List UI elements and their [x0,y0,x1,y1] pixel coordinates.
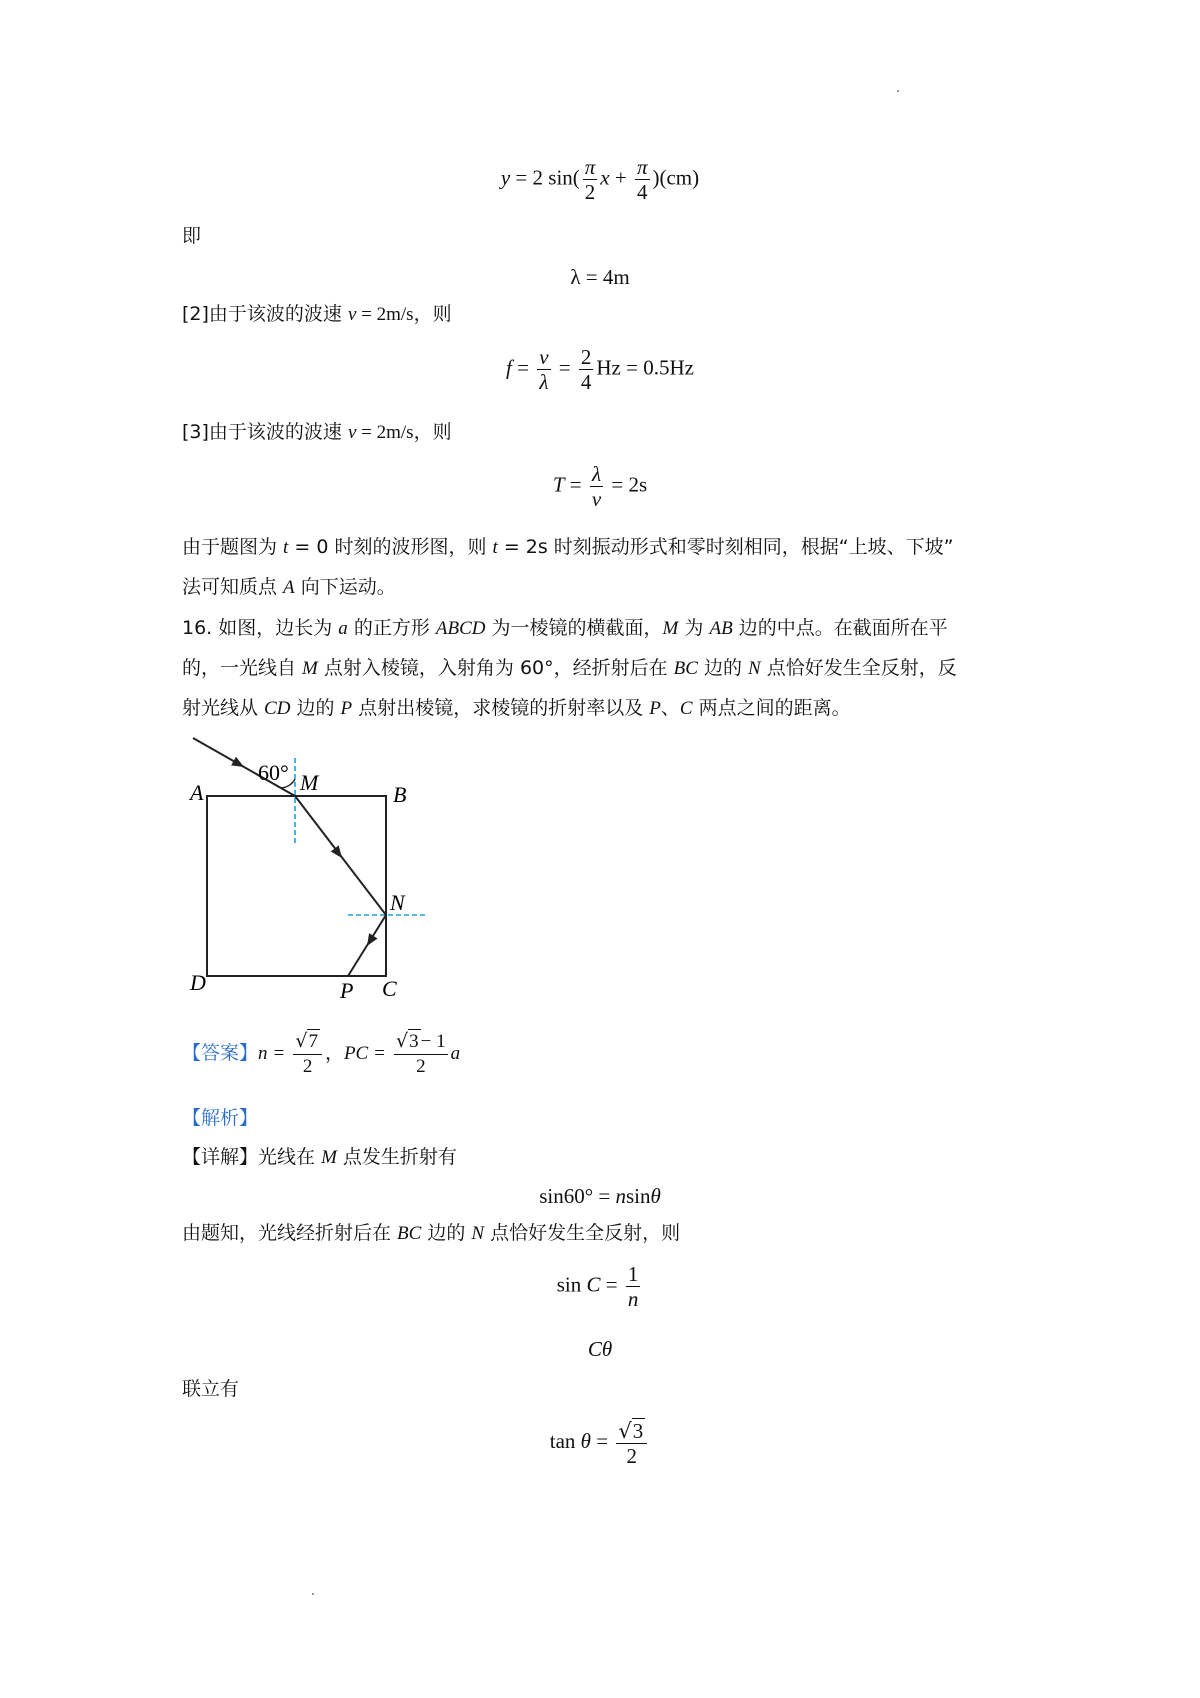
denominator: n [627,1287,639,1311]
equation-period [0,462,1200,511]
text: [2]由于该波的波速 [182,303,348,325]
var-PC: PC [343,1043,369,1064]
eq-text: tan [549,1428,581,1453]
var-n: n [258,1043,268,1064]
text: 、 [660,697,680,719]
eq-var: n [615,1184,626,1208]
eq-var: T [552,472,565,497]
var-A: A [283,577,295,598]
paragraph-analysis-line-2 [182,573,396,602]
var-v: v [347,304,357,325]
text: = 2s 时刻振动形式和零时刻相同，根据“上坡、下坡” [497,536,954,558]
eq-var: y [500,165,511,190]
eq-var: θ [650,1184,661,1208]
equation-lambda: λ = 4m [570,265,630,289]
eq-text: )(cm) [652,165,700,190]
eq-text: sin60° = [539,1184,616,1208]
eq-text: = [517,355,529,380]
fraction [616,1418,647,1468]
text: = 2m/s，则 [356,422,452,443]
denominator: 2 [626,1444,638,1468]
fraction [626,1262,641,1311]
text-lianli: 联立有 [182,1378,240,1400]
text: 射光线从 [182,697,265,719]
numerator: 2 [580,345,592,369]
denominator: 2 [584,180,596,204]
var-M: M [321,1147,337,1168]
radicand: 3 [632,1419,644,1443]
eq-text: = [374,1043,385,1064]
eq-var: x [600,165,610,190]
eq-text: − 1 [420,1030,446,1052]
var-N: N [471,1223,485,1244]
text: 向下运动。 [294,576,396,598]
sqrt-icon: √ [396,1029,409,1052]
equation-C [0,1335,1200,1363]
text: = 2m/s，则 [356,304,452,325]
paragraph-2 [182,300,452,329]
text: 两点之间的距离。 [692,697,851,719]
sqrt-icon: √ [295,1029,308,1052]
radicand: 7 [308,1030,318,1052]
equation-snell [0,1182,1200,1210]
denominator: 2 [416,1055,426,1077]
eq-var: f [506,355,512,380]
numerator: 1 [627,1262,639,1286]
var-a: a [450,1043,461,1064]
radicand: 3 [409,1030,419,1052]
var-t: t [492,537,498,558]
paragraph-analysis-line-1 [182,533,954,562]
text: 法可知质点 [182,576,284,598]
equation-sinC [0,1262,1200,1311]
denominator: 2 [302,1055,313,1077]
text: 为 [678,617,710,639]
denominator: v [591,487,602,511]
var-C: C [679,698,693,719]
question-16-line-1 [182,614,948,643]
fraction [394,1029,448,1079]
text: [3]由于该波的波速 [182,421,348,443]
equation-wave [0,155,1200,204]
label-A: A [190,780,204,805]
var-v: v [347,422,357,443]
denominator: 4 [636,180,648,204]
fraction [583,155,598,204]
text: 点射出棱镜，求棱镜的折射率以及 [352,697,650,719]
text: 边的 [421,1222,472,1244]
text-ji: 即 [182,225,202,247]
text: 点发生折射有 [336,1146,457,1168]
eq-text: = 2s [611,472,648,497]
text: 由题知，光线经折射后在 [182,1222,398,1244]
var-t: t [283,537,289,558]
fraction [635,155,650,204]
sqrt-icon: √ [618,1419,632,1443]
var-P: P [340,698,353,719]
eq-text: = [596,1428,609,1453]
var-AB: AB [709,618,733,639]
denominator: 4 [580,370,592,394]
corner-mark-top [897,90,899,92]
fraction [293,1029,322,1079]
text: ， [324,1042,344,1064]
text: 的，一光线自 [182,657,303,679]
var-BC: BC [673,658,698,679]
question-16-line-2 [182,654,957,683]
prism-square [207,796,386,976]
eq-text: = 2 sin( [515,165,580,190]
answer-label: 【答案】 [182,1042,259,1064]
text: 16. 如图，边长为 [182,617,339,639]
eq-var: θ [580,1428,591,1453]
var-BC: BC [397,1223,422,1244]
var-M: M [662,618,679,639]
paragraph-total-reflection [182,1219,680,1248]
var-a: a [338,618,348,639]
var-N: N [748,658,761,679]
var-ABCD: ABCD [435,618,486,639]
var-CD: CD [264,698,291,719]
label-P: P [340,978,354,1003]
analysis-label: 【解析】 [182,1107,259,1129]
detail-line [182,1143,457,1172]
text: 点恰好发生全反射，则 [484,1222,681,1244]
text: 为一棱镜的横截面， [485,617,663,639]
label-C: C [382,976,397,1001]
eq-var: C [586,1272,601,1297]
text: 点射入棱镜，入射角为 60°，经折射后在 [317,657,674,679]
eq-text: = [569,472,582,497]
paragraph-3 [182,418,452,447]
numerator: π [636,155,648,179]
reflected-ray [348,915,386,976]
answer-line [182,1023,460,1084]
eq-text: sin [556,1272,587,1297]
label-N: N [390,890,405,915]
label-M: M [300,770,319,795]
eq-text: = [558,355,571,380]
text: 的正方形 [347,617,436,639]
text: 边的 [697,657,749,679]
fraction [537,345,550,394]
incident-arrow [231,757,246,772]
var-P: P [649,698,661,719]
numerator: v [539,345,549,369]
detail-label: 【详解】 [182,1146,259,1168]
fraction [590,462,603,511]
fraction [579,345,594,394]
reflected-arrow [363,933,378,948]
text: 由于题图为 [182,536,284,558]
prism-figure [180,730,440,1003]
text: 边的 [290,697,341,719]
corner-mark-bottom [312,1593,314,1595]
numerator: π [584,155,596,179]
text: = 0 时刻的波形图，则 [288,536,493,558]
text: 点恰好发生全反射，反 [760,657,957,679]
var-M: M [302,658,318,679]
text: 光线在 [258,1146,322,1168]
eq-text: = [605,1272,618,1297]
equation-frequency [0,345,1200,394]
eq-text: Hz = 0.5Hz [596,355,694,380]
label-B: B [393,782,407,807]
eq-text: + [614,165,627,190]
denominator: λ [539,370,549,394]
numerator: λ [590,462,603,487]
question-16-line-3 [182,694,851,723]
label-D: D [190,970,206,995]
text: 边的中点。在截面所在平 [732,617,948,639]
eq-var: θ [601,1337,613,1361]
label-angle-60: 60° [258,760,289,785]
equation-tan [0,1418,1200,1468]
eq-text: sin [625,1184,651,1208]
eq-var: C [587,1337,602,1361]
eq-text: = [273,1043,285,1064]
